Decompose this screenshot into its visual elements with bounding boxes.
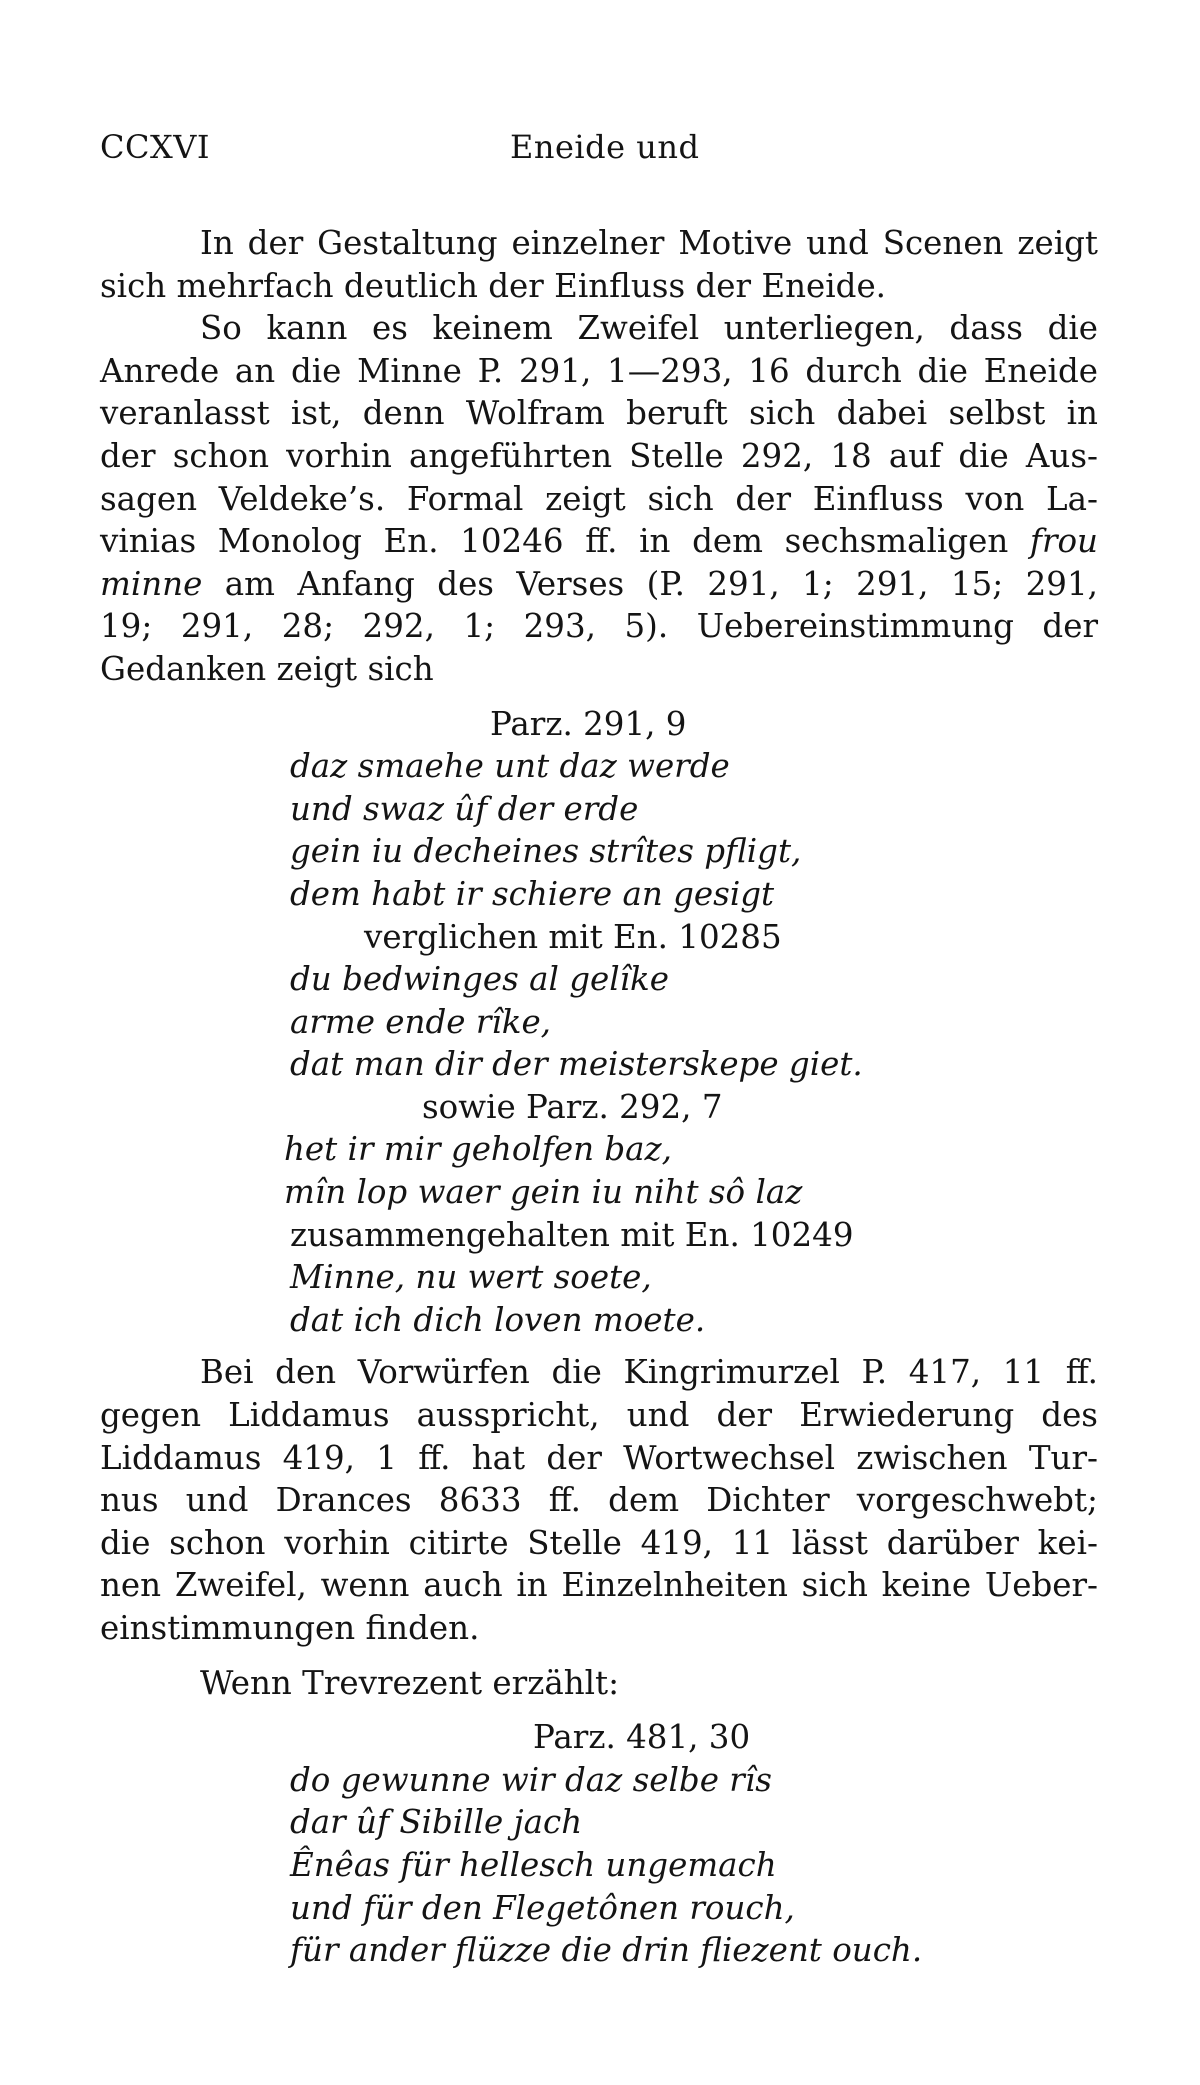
text-line: sich mehrfach deutlich der Einfluss der Eneide. <box>100 266 887 305</box>
spacer <box>100 1650 1098 1662</box>
page-number: CCXVI <box>100 128 210 166</box>
paragraph-3 <box>100 1351 1098 1649</box>
paragraph-1 <box>100 222 1098 307</box>
verse-line: gein iu decheines strîtes pfligt, <box>290 832 802 871</box>
quote-reference: zusammengehalten mit En. 10249 <box>290 1215 854 1254</box>
verse-line: mîn lop waer gein iu niht sô laz <box>284 1173 803 1212</box>
running-title: Eneide und <box>510 128 700 166</box>
text-line: 19; 291, 28; 292, 1; 293, 5). Uebereinstimmung der <box>100 607 1098 646</box>
verse-line: und für den Flegetônen rouch, <box>290 1888 795 1927</box>
verse-line: du bedwinges al gelîke <box>290 960 669 999</box>
text-line: So kann es keinem Zweifel unterliegen, dass die <box>200 309 1098 348</box>
text-line: der schon vorhin angeführten Stelle 292, 18 auf die Aus- <box>100 436 1098 475</box>
italic-word: minne <box>100 564 203 603</box>
verse-line: dat man dir der meisterskepe giet. <box>290 1045 863 1084</box>
quote-parz-481 <box>100 1716 1098 1972</box>
quote-reference: verglichen mit En. 10285 <box>364 917 782 956</box>
running-header <box>100 128 1100 176</box>
text-line: Bei den Vorwürfen die Kingrimurzel P. 417, 11 ff. <box>200 1353 1098 1392</box>
quote-en-10285 <box>100 916 1098 1086</box>
text-line <box>100 563 1098 606</box>
spacer <box>100 691 1098 703</box>
text-run: am Anfang des Verses (P. 291, 1; 291, 15; 291, <box>224 564 1098 603</box>
verse-line: dat ich dich loven moete. <box>290 1300 706 1339</box>
verse-line: arme ende rîke, <box>290 1002 552 1041</box>
text-line: Gedanken zeigt sich <box>100 649 434 688</box>
paragraph-4: Wenn Trevrezent erzählt: <box>200 1663 620 1702</box>
quote-reference: sowie Parz. 292, 7 <box>422 1087 723 1126</box>
text-run: vinias Monolog En. 10246 ff. in dem sechsmaligen <box>100 522 1009 561</box>
verse-line: do gewunne wir daz selbe rîs <box>290 1760 772 1799</box>
spacer <box>100 1341 1098 1351</box>
verse-line: dar ûf Sibille jach <box>290 1803 583 1842</box>
text-line: sagen Veldeke’s. Formal zeigt sich der Einfluss von La- <box>100 479 1098 518</box>
verse-line: und swaz ûf der erde <box>290 789 639 828</box>
quote-reference: Parz. 481, 30 <box>533 1718 751 1757</box>
text-line: In der Gestaltung einzelner Motive und Scenen zeigt <box>200 224 1098 262</box>
verse-line: daz smaehe unt daz werde <box>290 747 730 786</box>
text-line: nen Zweifel, wenn auch in Einzelnheiten sich keine Ueber- <box>100 1566 1098 1605</box>
quote-en-10249 <box>100 1214 1098 1342</box>
quote-parz-292 <box>100 1086 1098 1214</box>
text-line: gegen Liddamus ausspricht, und der Erwiederung des <box>100 1396 1098 1435</box>
quote-parz-291 <box>100 703 1098 916</box>
page-body <box>100 222 1098 1972</box>
spacer <box>100 1704 1098 1716</box>
text-line <box>100 520 1098 563</box>
text-line: Liddamus 419, 1 ff. hat der Wortwechsel zwischen Tur- <box>100 1438 1098 1477</box>
verse-line: Ênêas für hellesch ungemach <box>290 1845 777 1884</box>
text-line: nus und Drances 8633 ff. dem Dichter vorgeschwebt; <box>100 1481 1098 1520</box>
text-line: einstimmungen finden. <box>100 1609 480 1647</box>
verse-line: Minne, nu wert soete, <box>290 1258 652 1297</box>
quote-reference: Parz. 291, 9 <box>490 704 687 743</box>
verse-line: het ir mir geholfen baz, <box>284 1130 672 1169</box>
verse-line: dem habt ir schiere an gesigt <box>290 874 775 913</box>
text-line: die schon vorhin citirte Stelle 419, 11 lässt darüber kei- <box>100 1523 1098 1562</box>
text-line: veranlasst ist, denn Wolfram beruft sich dabei selbst in <box>100 394 1098 433</box>
text-line: Anrede an die Minne P. 291, 1—293, 16 durch die Eneide <box>100 351 1098 390</box>
verse-line: für ander flüzze die drin fliezent ouch. <box>290 1931 923 1970</box>
paragraph-2 <box>100 307 1098 690</box>
italic-word: frou <box>1029 522 1098 561</box>
